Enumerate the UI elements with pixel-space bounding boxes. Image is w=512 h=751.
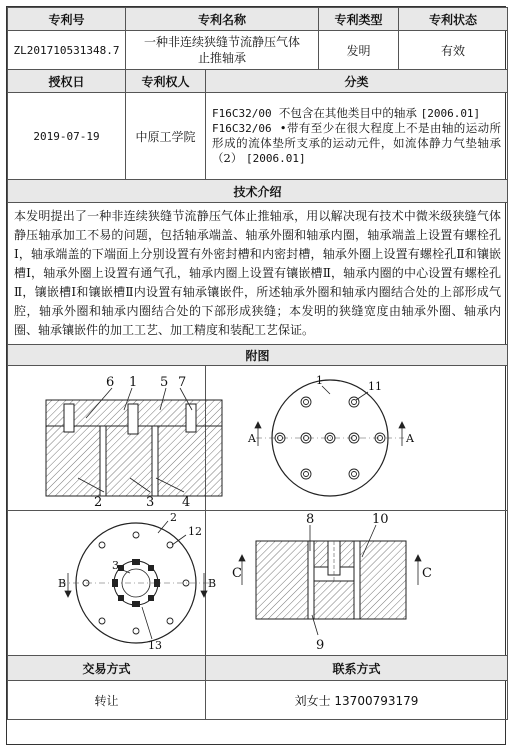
trade-mode: 转让 — [8, 681, 206, 720]
figure-4-section-detail — [206, 511, 454, 655]
figure-2-top-view — [206, 366, 454, 510]
classification-item: F16C32/00 不包含在其他类目中的轴承 [2006.01] — [212, 106, 481, 120]
figure-4-label: 10 — [372, 512, 389, 527]
header-patent-no: 专利号 — [8, 8, 126, 31]
patentee: 中原工学院 — [126, 93, 206, 180]
header-grant-date: 授权日 — [8, 70, 126, 93]
figure-3-label: 12 — [188, 525, 202, 538]
contact-info: 刘女士 13700793179 — [206, 681, 508, 720]
figure-3-label: B — [208, 577, 217, 590]
figure-1-label: 7 — [178, 375, 187, 390]
figure-4-label: C — [422, 566, 432, 581]
figure-1-label: 2 — [94, 495, 103, 510]
grant-date: 2019-07-19 — [8, 93, 126, 180]
header-figures: 附图 — [8, 345, 508, 366]
figure-4-cell — [206, 511, 508, 656]
figure-2-label: A — [406, 432, 414, 445]
figure-1-label: 1 — [129, 375, 138, 390]
figure-4-label: 9 — [316, 638, 325, 653]
figure-1-label: 5 — [160, 375, 169, 390]
figure-1-label: 6 — [106, 375, 115, 390]
header-trade-mode: 交易方式 — [8, 656, 206, 681]
figure-1-label: 4 — [182, 495, 191, 510]
figure-3-label: 2 — [170, 511, 177, 524]
patent-status: 有效 — [399, 31, 508, 70]
tech-intro-text: 本发明提出了一种非连续狭缝节流静压气体止推轴承，用以解决现有技术中微米级狭缝气体静压轴承加工不易的问题，包括轴承端盖、轴承外圈和轴承内圈，轴承端盖上设置有螺栓孔Ⅰ，轴承端盖的下端面上分别设置有外密封槽和内密封槽，轴承外圈上设置有螺栓孔Ⅱ和镶嵌槽Ⅰ，轴承外圈上设置有通气孔，轴承内圈上设置有镶嵌槽Ⅱ，轴承内圈的中心设置有螺栓孔Ⅱ，镶嵌槽Ⅰ和镶嵌槽Ⅱ内设置有轴承镶嵌件，所述轴承外圈和轴承内圈结合处的上部形成气腔，轴承外圈和轴承内圈结合处的下部形成狭缝；本发明的狭缝宽度由轴承外圈、轴承内圈、轴承镶嵌件的加工工艺、加工精度和装配工艺保证。 — [8, 203, 508, 345]
classification-item: F16C32/06 •带有至少在很大程度上不是由轴的运动所形成的流体垫所支承的运动元件，如流体静力气垫轴承（2） [2006.01] — [212, 121, 502, 165]
figure-2-label: 1 — [316, 374, 323, 387]
header-patent-status: 专利状态 — [399, 8, 508, 31]
header-tech-intro: 技术介绍 — [8, 180, 508, 203]
patent-table — [7, 7, 508, 720]
classification-list — [206, 93, 508, 180]
figure-3-label: 13 — [148, 639, 162, 652]
header-patent-name: 专利名称 — [126, 8, 319, 31]
header-classification: 分类 — [206, 70, 508, 93]
figure-2-label: 11 — [368, 380, 382, 393]
patent-number: ZL201710531348.7 — [8, 31, 126, 70]
patent-sheet — [6, 6, 506, 745]
figure-3-label: 3 — [112, 559, 119, 572]
patent-type: 发明 — [319, 31, 399, 70]
figure-4-label: 8 — [306, 512, 315, 527]
figure-2-cell — [206, 366, 508, 511]
figure-1-label: 3 — [146, 495, 155, 510]
figure-1-cell — [8, 366, 206, 511]
header-patentee: 专利权人 — [126, 70, 206, 93]
figure-2-label: A — [248, 432, 256, 445]
figure-3-label: B — [58, 577, 67, 590]
patent-name: 一种非连续狭缝节流静压气体止推轴承 — [126, 31, 319, 70]
figure-3-cell — [8, 511, 217, 656]
figure-4-label: C — [232, 566, 242, 581]
header-contact-mode: 联系方式 — [206, 656, 508, 681]
header-patent-type: 专利类型 — [319, 8, 399, 31]
